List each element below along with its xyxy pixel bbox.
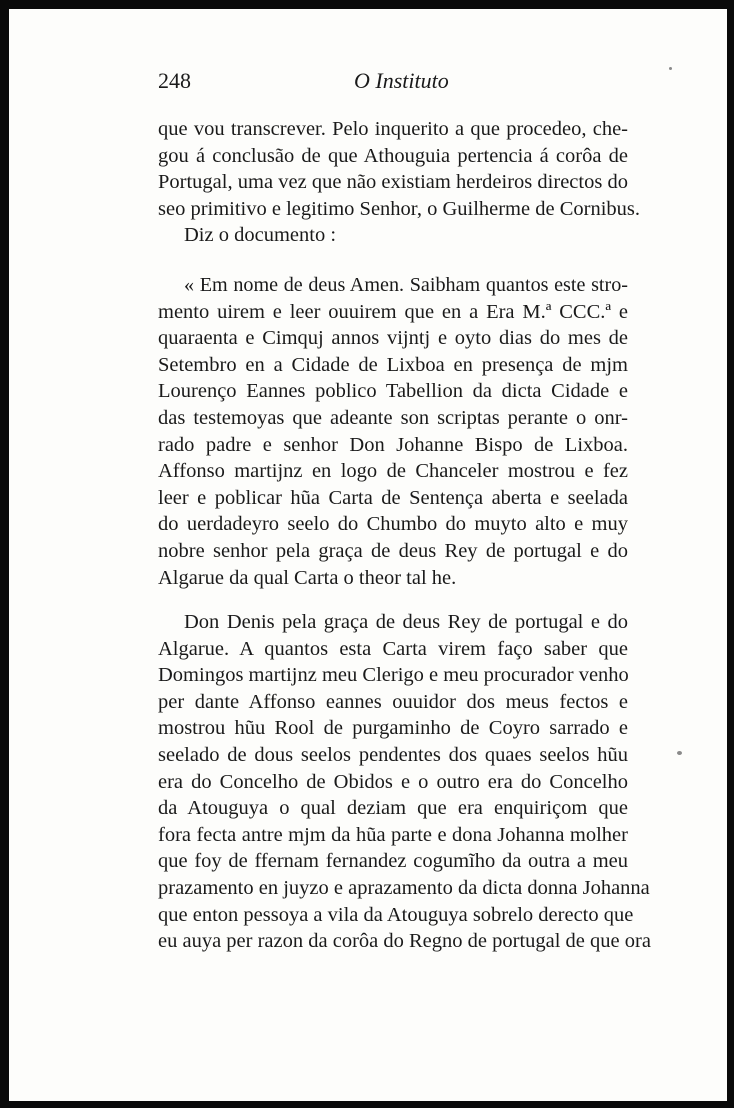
text-line: eu auya per razon da corôa do Regno de portugal de que ora (158, 930, 651, 953)
text-line: leer e poblicar hũa Carta de Sentença aberta e seelada (158, 486, 628, 509)
text-line: mostrou hũu Rool de purgaminho de Coyro sarrado e (158, 717, 628, 740)
text-line: Lourenço Eannes poblico Tabellion da dicta Cidade e (158, 380, 628, 403)
text-line: Domingos martijnz meu Clerigo e meu procurador venho (158, 664, 629, 687)
text-line: que enton pessoya a vila da Atouguya sobrelo derecto que (158, 903, 634, 926)
scan-speck (669, 67, 672, 70)
text-line: Algarue. A quantos esta Carta virem faço saber que (158, 637, 628, 660)
text-line: do uerdadeyro seelo do Chumbo do muyto alto e muy (158, 513, 628, 536)
intro-paragraph (158, 116, 641, 249)
text-line: mento uirem e leer ouuirem que en a Era M.ª CCC.ª e (158, 300, 628, 323)
document-quote-paragraph (158, 272, 628, 591)
text-line: era do Concelho de Obidos e o outro era do Concelho (158, 770, 628, 793)
text-line: « Em nome de deus Amen. Saibham quantos este stro- (184, 274, 628, 296)
text-line: fora fecta antre mjm da hũa parte e dona Johanna molher (158, 823, 628, 846)
text-line: das testemoyas que adeante son scriptas perante o onr- (158, 406, 628, 429)
text-line: seo primitivo e legitimo Senhor, o Guilherme de Cornibus. (158, 197, 641, 220)
page-number: 248 (158, 68, 191, 93)
diz-line: Diz o documento : (184, 224, 337, 247)
denis-paragraph (158, 609, 651, 955)
text-line: da Atouguya o qual deziam que era enquiriçom que (158, 797, 628, 820)
text-line: Setembro en a Cidade de Lixboa en presença de mjm (158, 353, 628, 376)
text-line: que vou transcrever. Pelo inquerito a que procedeo, che- (158, 118, 628, 140)
text-line: Portugal, uma vez que não existiam herdeiros directos do (158, 171, 628, 194)
text-line: rado padre e senhor Don Johanne Bispo de Lixboa. (158, 433, 628, 456)
text-line: Algarue da qual Carta o theor tal he. (158, 566, 457, 589)
text-line: prazamento en juyzo e aprazamento da dicta donna Johanna (158, 876, 650, 899)
text-line: Don Denis pela graça de deus Rey de portugal e do (184, 611, 628, 633)
text-line: seelado de dous seelos pendentes dos quaes seelos hũu (158, 743, 628, 766)
text-line: gou á conclusão de que Athouguia pertencia á corôa de (158, 144, 628, 167)
text-line: per dante Affonso eannes ouuidor dos meus fectos e (158, 690, 628, 713)
page-header (158, 68, 628, 98)
text-line: Affonso martijnz en logo de Chanceler mostrou e fez (158, 460, 628, 483)
text-line: quaraenta e Cimquj annos vijntj e oyto dias do mes de (158, 327, 628, 350)
scan-speck (677, 751, 682, 755)
text-line: que foy de ffernam fernandez cogumĩho da outra a meu (158, 850, 628, 873)
text-line: nobre senhor pela graça de deus Rey de portugal e do (158, 539, 628, 562)
running-title: O Instituto (354, 68, 449, 93)
